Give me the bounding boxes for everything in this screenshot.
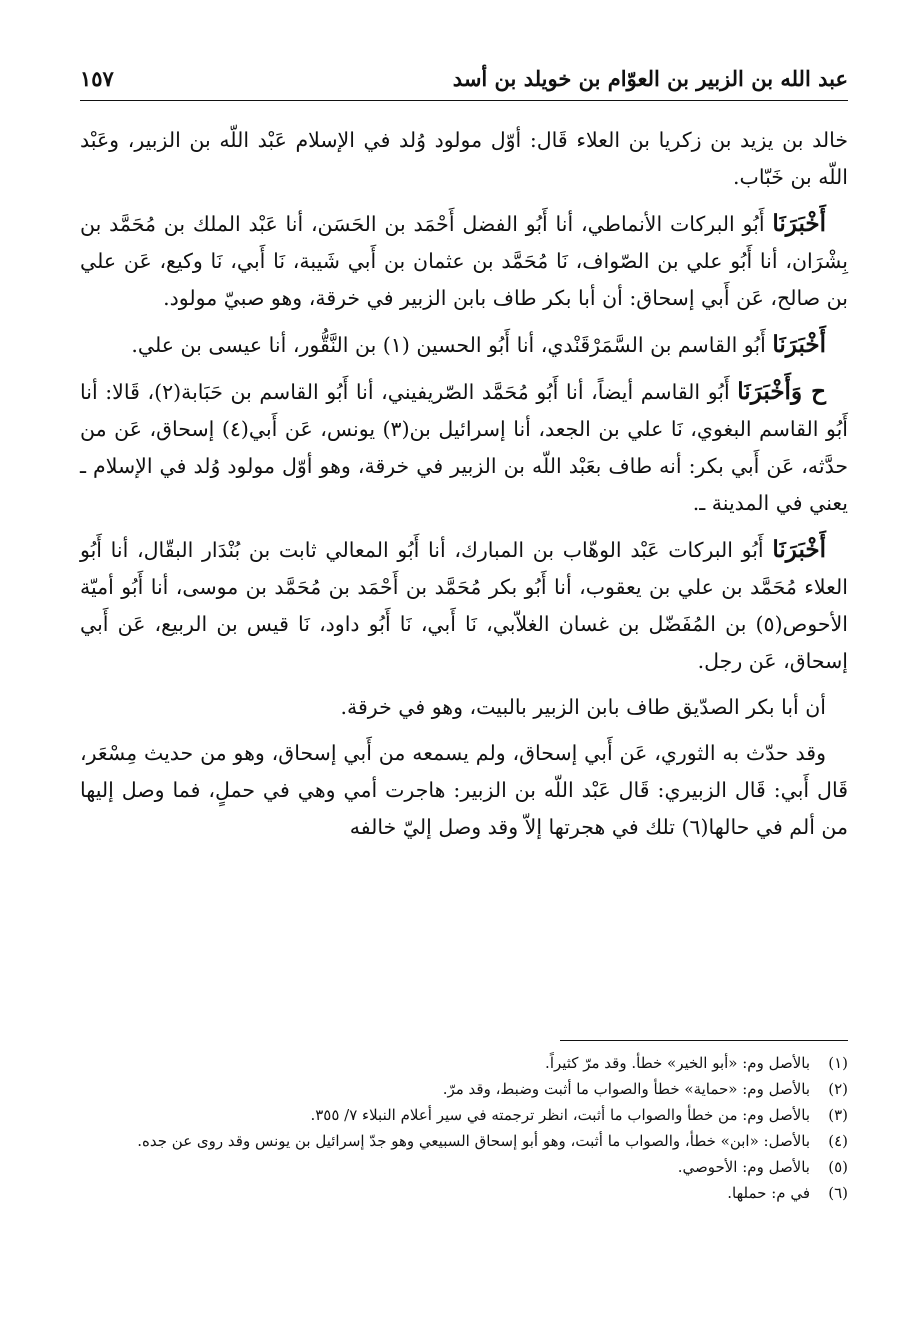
footnote-number: (١) [828, 1054, 848, 1072]
lead-word: أَخْبَرَنَا [772, 210, 826, 237]
paragraph-text: أَبُو البركات الأنماطي، أنا أَبُو الفضل أَحْمَد بن الحَسَن، أنا عَبْد الملك بن مُحَمَّد بن بِشْرَان، أنا أَبُو علي بن الصّواف، نَا مُحَمَّد بن عثمان بن أَبي شَيبة، نَا أَبي، نَا وكيع، عَن علي بن صالح، عَن أَبي إسحاق: أن أبا بكر طاف بابن الزبير في خرقة، وهو صبيّ مولود. [80, 212, 848, 310]
footnote-text: في م: حملها. [727, 1184, 810, 1202]
paragraph-2 [80, 205, 848, 317]
footnote-number: (٣) [828, 1106, 848, 1124]
footnote-text: بالأصل وم: الأحوصي. [677, 1158, 810, 1176]
page-header [80, 58, 848, 98]
running-title: عبد الله بن الزبير بن العوّام بن خويلد بن أسد [452, 65, 848, 91]
lead-word: أَخْبَرَنَا [772, 536, 826, 563]
header-divider [80, 100, 848, 101]
footnote-text: بالأصل وم: من خطأ والصواب ما أثبت، انظر ترجمته في سير أعلام النبلاء ٧/ ٣٥٥. [310, 1106, 810, 1124]
paragraph-text: أَبُو القاسم بن السَّمَرْقَنْدي، أنا أَبُو الحسين (١) بن النَّقُّور، أنا عيسى بن علي. [131, 333, 766, 357]
footnote-item [80, 1180, 848, 1206]
footnote-item [80, 1076, 848, 1102]
footnote-text: بالأصل وم: «حماية» خطأ والصواب ما أثبت وضبط، وقد مرّ. [442, 1080, 810, 1098]
paragraph-text: وقد حدّث به الثوري، عَن أَبي إسحاق، ولم يسمعه من أَبي إسحاق، وهو من حديث مِسْعَر، قَال أَبي: قَال الزبيري: قَال عَبْد اللّه بن الزبير: هاجرت أمي وهي في حملٍ، فما وصل إليها من ألم في حالها(٦) تلك في هجرتها إلاّ وقد وصل إليّ خالفه [80, 741, 848, 839]
paragraph-1 [80, 122, 848, 196]
main-text [80, 122, 848, 855]
paragraph-4 [80, 373, 848, 522]
paragraph-text: أَبُو البركات عَبْد الوهّاب بن المبارك، أنا أَبُو المعالي ثابت بن بُنْدَار البقّال، أنا أَبُو العلاء مُحَمَّد بن علي بن يعقوب، أنا أَبُو بكر مُحَمَّد بن أَحْمَد بن مُحَمَّد بن موسى، أنا أَبُو أميّة الأحوص(٥) بن المُفَضّل بن غسان الغلاّبي، نَا أَبي، نَا أَبُو داود، نَا قيس بن الربيع، عَن أَبي إسحاق، عَن رجل. [80, 538, 848, 673]
footnote-number: (٤) [828, 1132, 848, 1150]
lead-word: أَخْبَرَنَا [772, 331, 826, 358]
paragraph-text: أَبُو القاسم أيضاً، أنا أَبُو مُحَمَّد الصّريفيني، أنا أَبُو القاسم بن حَبَابة(٢)، قَالا: أنا أَبُو القاسم البغوي، نَا علي بن الجعد، أنا إسرائيل بن(٣) يونس، عَن أَبي(٤) إسحاق، عَن من حدَّثه، عَن أَبي بكر: أنه طاف بعَبْد اللّه بن الزبير في خرقة، وهو أوّل مولود وُلد في الإسلام ـ يعني في المدينة ـ. [80, 380, 848, 515]
footnote-number: (٥) [828, 1158, 848, 1176]
footnote-number: (٦) [828, 1184, 848, 1202]
paragraph-6 [80, 689, 848, 726]
lead-word: ح وَأَخْبَرَنَا [737, 378, 826, 405]
footnotes [80, 1050, 848, 1206]
footnote-number: (٢) [828, 1080, 848, 1098]
page-number: ١٥٧ [80, 65, 114, 91]
paragraph-text: أن أبا بكر الصدّيق طاف بابن الزبير بالبيت، وهو في خرقة. [340, 695, 826, 719]
paragraph-text: خالد بن يزيد بن زكريا بن العلاء قَال: أوّل مولود وُلد في الإسلام عَبْد اللّه بن الزبير، وعَبْد اللّه بن خَبّاب. [80, 128, 848, 189]
footnote-item [80, 1154, 848, 1180]
footnote-text: بالأصل وم: «أبو الخير» خطأ. وقد مرّ كثيراً. [545, 1054, 810, 1072]
footnote-divider [560, 1040, 848, 1041]
paragraph-3 [80, 326, 848, 364]
paragraph-7 [80, 735, 848, 846]
paragraph-5 [80, 531, 848, 680]
footnote-item [80, 1128, 848, 1154]
footnote-text: بالأصل: «ابن» خطأ، والصواب ما أثبت، وهو أبو إسحاق السبيعي وهو جدّ إسرائيل بن يونس وقد روى عن جده. [137, 1132, 810, 1150]
footnote-item [80, 1050, 848, 1076]
footnote-item [80, 1102, 848, 1128]
